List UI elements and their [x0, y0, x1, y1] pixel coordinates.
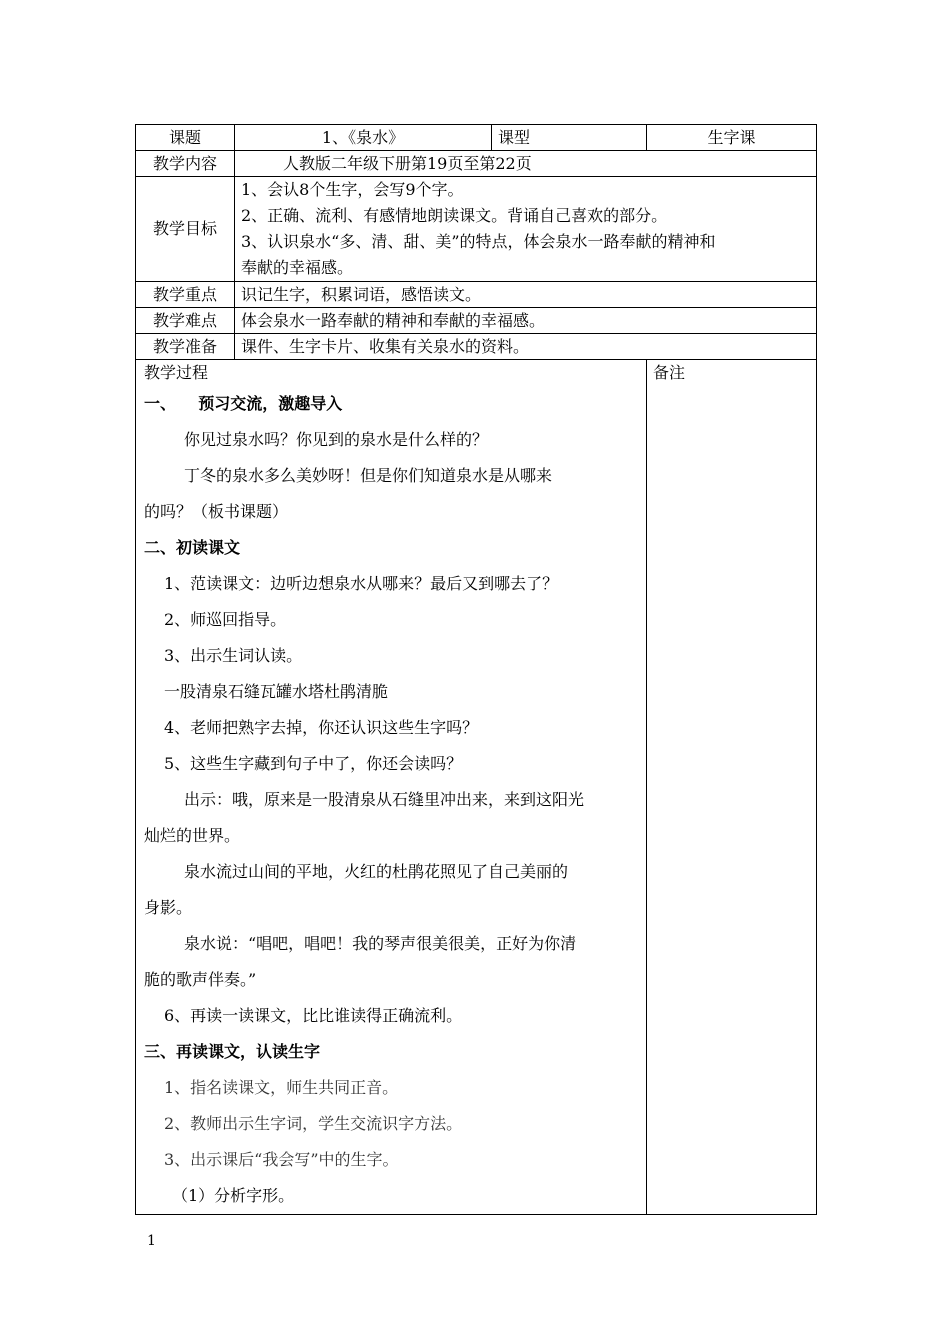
- notes-cell: [647, 360, 817, 1215]
- process-cell: [136, 360, 647, 1215]
- process-row: [136, 360, 817, 1215]
- notes-label: 备注: [653, 363, 686, 382]
- process-line: 身影。: [144, 898, 193, 917]
- content-value: 人教版二年级下册第19页至第22页: [235, 151, 817, 177]
- page-number: 1: [147, 1233, 156, 1249]
- section-heading: 三、再读课文，认读生字: [144, 1042, 321, 1061]
- process-line: 灿烂的世界。: [144, 826, 241, 845]
- content-row: [136, 151, 817, 177]
- process-line: 1、范读课文：边听边想泉水从哪来？最后又到哪去了？: [164, 574, 559, 593]
- goals-list: [235, 177, 817, 282]
- preparation-value: 课件、生字卡片、收集有关泉水的资料。: [235, 334, 817, 360]
- preparation-row: [136, 334, 817, 360]
- type-label: 课型: [492, 125, 647, 151]
- lesson-plan-table: [135, 124, 817, 1215]
- goal-item: 1、会认8个生字，会写9个字。: [241, 180, 464, 199]
- process-line: 3、出示生词认读。: [164, 646, 303, 665]
- process-line: 出示：哦，原来是一股清泉从石缝里冲出来，来到这阳光: [184, 790, 585, 809]
- difficulties-value: 体会泉水一路奉献的精神和奉献的幸福感。: [235, 308, 817, 334]
- process-line: 1、指名读课文，师生共同正音。: [164, 1078, 399, 1097]
- process-line: 你见过泉水吗？你见到的泉水是什么样的？: [184, 430, 489, 449]
- content-label: 教学内容: [136, 151, 235, 177]
- process-line: 泉水流过山间的平地，火红的杜鹃花照见了自己美丽的: [184, 862, 569, 881]
- process-label: 教学过程: [144, 363, 209, 382]
- process-line: 4、老师把熟字去掉，你还认识这些生字吗？: [164, 718, 479, 737]
- process-line: 一股清泉石缝瓦罐水塔杜鹃清脆: [164, 682, 389, 701]
- key-points-label: 教学重点: [136, 282, 235, 308]
- process-line: 的吗？（板书课题）: [144, 502, 289, 521]
- goals-label: 教学目标: [136, 177, 235, 282]
- goals-row: [136, 177, 817, 282]
- section-heading: 二、初读课文: [144, 538, 241, 557]
- key-points-row: [136, 282, 817, 308]
- lesson-title: 1、《泉水》: [235, 125, 492, 151]
- type-value: 生字课: [647, 125, 817, 151]
- process-line: 5、这些生字藏到句子中了，你还会读吗？: [164, 754, 463, 773]
- preparation-label: 教学准备: [136, 334, 235, 360]
- process-line: 2、教师出示生字词，学生交流识字方法。: [164, 1114, 463, 1133]
- difficulties-row: [136, 308, 817, 334]
- process-line: 3、出示课后“我会写”中的生字。: [164, 1150, 399, 1169]
- process-line: 2、师巡回指导。: [164, 610, 287, 629]
- key-points-value: 识记生字，积累词语，感悟读文。: [235, 282, 817, 308]
- title-row: [136, 125, 817, 151]
- goal-item: 3、认识泉水“多、清、甜、美”的特点，体会泉水一路奉献的精神和: [241, 232, 716, 251]
- goal-item: 奉献的幸福感。: [241, 258, 354, 277]
- process-line: 泉水说：“唱吧，唱吧！我的琴声很美很美，正好为你清: [184, 934, 577, 953]
- goal-item: 2、正确、流利、有感情地朗读课文。背诵自己喜欢的部分。: [241, 206, 668, 225]
- process-line: 脆的歌声伴奏。”: [144, 970, 257, 989]
- process-line: 6、再读一读课文，比比谁读得正确流利。: [164, 1006, 463, 1025]
- difficulties-label: 教学难点: [136, 308, 235, 334]
- topic-label: 课题: [136, 125, 235, 151]
- section-heading: 一、 预习交流，激趣导入: [144, 394, 343, 413]
- process-line: 丁冬的泉水多么美妙呀！但是你们知道泉水是从哪来: [184, 466, 553, 485]
- process-line: （1）分析字形。: [172, 1186, 295, 1205]
